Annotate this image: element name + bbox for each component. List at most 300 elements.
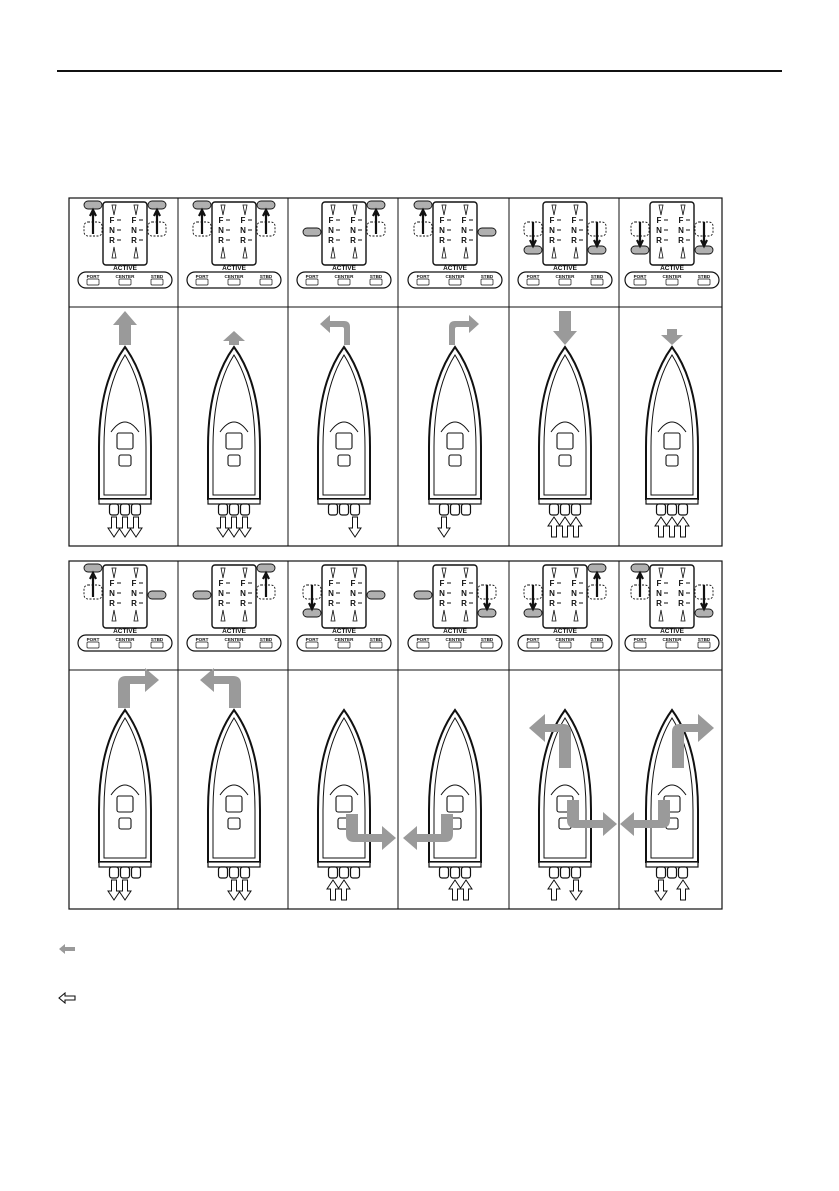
stbd-lever	[148, 201, 166, 236]
motor	[561, 504, 570, 515]
button-lamp	[228, 642, 240, 648]
button-lamp	[306, 642, 318, 648]
stbd-lever	[588, 222, 606, 254]
stbd-button-label: STBD	[697, 274, 711, 279]
legend-movement-arrow-icon	[56, 942, 78, 956]
boat-hull	[318, 347, 370, 504]
thrust-arrow-icon	[228, 517, 240, 537]
stbd-lever	[257, 201, 275, 236]
center-button-label: CENTER	[445, 637, 465, 642]
thrust-arrow-icon	[130, 517, 142, 537]
stbd-button-label: STBD	[369, 637, 383, 642]
motor	[132, 504, 141, 515]
thrust-arrow-icon	[438, 517, 450, 537]
port-button-label: PORT	[416, 274, 430, 279]
label-reverse: R	[131, 236, 137, 245]
button-lamp	[370, 279, 382, 285]
motor	[230, 504, 239, 515]
label-forward: F	[328, 216, 334, 225]
label-forward: F	[571, 579, 577, 588]
outboard-motors	[440, 867, 473, 900]
button-lamp	[481, 642, 493, 648]
center-button-label: CENTER	[662, 637, 682, 642]
label-reverse: R	[350, 599, 356, 608]
stbd-lever	[695, 585, 713, 617]
port-button-label: PORT	[526, 637, 540, 642]
label-reverse: R	[439, 599, 445, 608]
motor	[462, 867, 471, 878]
label-reverse: R	[218, 599, 224, 608]
thrust-arrow-icon	[666, 517, 678, 537]
port-lever	[524, 585, 542, 617]
label-reverse: R	[240, 236, 246, 245]
control-head	[518, 564, 612, 651]
button-lamp	[87, 642, 99, 648]
control-head	[297, 201, 391, 288]
label-forward: F	[109, 579, 115, 588]
stbd-button	[260, 274, 273, 285]
movement-arrow-shape	[449, 315, 479, 345]
label-forward: F	[549, 216, 555, 225]
label-forward: F	[131, 579, 137, 588]
stbd-button-label: STBD	[590, 274, 604, 279]
label-neutral: N	[571, 589, 577, 598]
boat-hull	[539, 347, 591, 504]
center-button-label: CENTER	[115, 274, 135, 279]
label-forward: F	[461, 579, 467, 588]
lever-handle	[478, 228, 496, 236]
port-lever	[84, 564, 102, 599]
label-active: ACTIVE	[222, 265, 246, 272]
maneuver-panel-11	[518, 564, 617, 900]
maneuver-panel-9	[297, 565, 396, 900]
label-active: ACTIVE	[553, 628, 577, 635]
motor	[351, 504, 360, 515]
motor	[657, 504, 666, 515]
motor	[440, 504, 449, 515]
center-button-label: CENTER	[224, 637, 244, 642]
port-button-label: PORT	[526, 274, 540, 279]
label-forward: F	[350, 579, 356, 588]
outboard-motors	[655, 504, 689, 537]
port-button	[306, 637, 319, 648]
hull-outline	[429, 347, 481, 499]
stbd-lever	[148, 591, 166, 599]
port-button-label: PORT	[195, 274, 209, 279]
button-lamp	[417, 279, 429, 285]
label-active: ACTIVE	[443, 265, 467, 272]
boat-hull	[99, 710, 151, 867]
button-lamp	[196, 279, 208, 285]
stbd-button	[151, 274, 164, 285]
button-lamp	[196, 642, 208, 648]
movement-arrow-shape	[113, 311, 137, 345]
transom	[208, 862, 260, 867]
button-lamp	[87, 279, 99, 285]
port-button	[417, 637, 430, 648]
stbd-button-label: STBD	[369, 274, 383, 279]
maneuver-panel-3	[297, 201, 391, 537]
lever-arrow-icon	[530, 585, 536, 609]
movement-arrow-icon	[223, 331, 245, 345]
stbd-button	[151, 637, 164, 648]
label-forward: F	[678, 216, 684, 225]
thrust-arrow-icon	[548, 517, 560, 537]
transom	[99, 862, 151, 867]
label-neutral: N	[109, 226, 115, 235]
thrust-arrow-icon	[119, 517, 131, 537]
button-lamp	[634, 279, 646, 285]
label-neutral: N	[240, 226, 246, 235]
movement-arrow-icon	[113, 311, 137, 345]
thrust-arrow-icon	[449, 880, 461, 900]
label-active: ACTIVE	[332, 265, 356, 272]
lever-handle	[148, 591, 166, 599]
thrust-arrow-icon	[570, 517, 582, 537]
movement-arrow-shape	[223, 331, 245, 345]
boat-hull	[429, 710, 481, 867]
thrust-arrow-icon	[677, 880, 689, 900]
button-lamp	[370, 642, 382, 648]
legend-thrust-arrow-icon	[56, 991, 78, 1005]
port-button	[306, 274, 319, 285]
port-lever	[84, 201, 102, 236]
label-forward: F	[218, 579, 224, 588]
label-active: ACTIVE	[113, 265, 137, 272]
outboard-motors	[548, 504, 582, 537]
lever-arrow-icon	[484, 585, 490, 609]
port-button	[634, 637, 647, 648]
button-lamp	[260, 279, 272, 285]
stbd-button	[698, 637, 711, 648]
label-active: ACTIVE	[113, 628, 137, 635]
label-reverse: R	[461, 599, 467, 608]
control-head	[625, 564, 719, 651]
motor	[657, 867, 666, 878]
stbd-button	[591, 637, 604, 648]
outboard-motors	[327, 867, 360, 900]
label-neutral: N	[656, 226, 662, 235]
lever-arrow-icon	[530, 222, 536, 246]
port-lever	[193, 591, 211, 599]
motor	[340, 504, 349, 515]
label-reverse: R	[328, 236, 334, 245]
control-head	[297, 565, 391, 651]
movement-arrow-icon	[661, 329, 683, 345]
button-lamp	[481, 279, 493, 285]
hull-outline	[99, 347, 151, 499]
seat	[559, 455, 571, 466]
stbd-button	[481, 637, 494, 648]
seat	[228, 455, 240, 466]
label-forward: F	[240, 579, 246, 588]
stbd-button-label: STBD	[259, 637, 273, 642]
thrust-arrow-icon	[217, 517, 229, 537]
lever-handle	[367, 591, 385, 599]
label-neutral: N	[328, 589, 334, 598]
lever-handle	[303, 228, 321, 236]
console	[336, 796, 352, 812]
label-forward: F	[328, 579, 334, 588]
thrust-arrow-icon	[460, 880, 472, 900]
lever-arrow-icon	[701, 585, 707, 609]
center-button-label: CENTER	[115, 637, 135, 642]
center-button-label: CENTER	[555, 274, 575, 279]
lever-arrow-icon	[701, 222, 707, 246]
label-neutral: N	[571, 226, 577, 235]
label-forward: F	[678, 579, 684, 588]
boat-hull	[646, 347, 698, 504]
port-button	[196, 274, 209, 285]
port-lever	[303, 585, 321, 617]
center-button-label: CENTER	[334, 274, 354, 279]
hull-outline	[646, 347, 698, 499]
label-neutral: N	[656, 589, 662, 598]
movement-arrow-shape	[661, 329, 683, 345]
thrust-arrow-icon	[228, 880, 240, 900]
port-button	[196, 637, 209, 648]
label-neutral: N	[549, 589, 555, 598]
center-button-label: CENTER	[224, 274, 244, 279]
port-button	[417, 274, 430, 285]
console	[447, 796, 463, 812]
button-lamp	[449, 279, 461, 285]
label-reverse: R	[350, 236, 356, 245]
motor	[572, 867, 581, 878]
port-lever	[303, 228, 321, 236]
button-lamp	[260, 642, 272, 648]
motor	[668, 867, 677, 878]
label-forward: F	[549, 579, 555, 588]
label-reverse: R	[656, 599, 662, 608]
button-lamp	[449, 642, 461, 648]
motor	[219, 504, 228, 515]
thrust-arrow-icon	[338, 880, 350, 900]
thrust-arrow-icon	[108, 880, 120, 900]
outboard-motors	[108, 504, 142, 537]
label-reverse: R	[131, 599, 137, 608]
label-neutral: N	[350, 589, 356, 598]
center-button-label: CENTER	[662, 274, 682, 279]
button-lamp	[559, 279, 571, 285]
label-active: ACTIVE	[443, 628, 467, 635]
diagram-grid-1	[69, 198, 722, 546]
hull-outline	[99, 710, 151, 862]
thrust-arrow-icon	[239, 517, 251, 537]
transom	[318, 499, 370, 504]
transom	[318, 862, 370, 867]
outboard-motors	[438, 504, 471, 537]
control-head	[408, 201, 502, 288]
stbd-button	[591, 274, 604, 285]
stbd-lever	[367, 591, 385, 599]
lever-handle	[193, 591, 211, 599]
thrust-arrow-icon	[655, 517, 667, 537]
boat-hull	[208, 347, 260, 504]
motor	[679, 867, 688, 878]
grid-frame	[69, 198, 722, 546]
button-lamp	[151, 279, 163, 285]
center-button-label: CENTER	[555, 637, 575, 642]
stbd-button-label: STBD	[150, 274, 164, 279]
motor	[329, 504, 338, 515]
diagram-grid-2	[69, 561, 722, 909]
stbd-lever	[695, 222, 713, 254]
motor	[132, 867, 141, 878]
movement-arrow-shape	[200, 668, 241, 708]
stbd-lever	[367, 201, 385, 236]
label-reverse: R	[461, 236, 467, 245]
motor	[351, 867, 360, 878]
motor	[561, 867, 570, 878]
boat-hull	[429, 347, 481, 504]
outboard-motors	[108, 867, 141, 900]
port-button-label: PORT	[195, 637, 209, 642]
stbd-button	[698, 274, 711, 285]
motor	[241, 867, 250, 878]
stbd-button	[260, 637, 273, 648]
button-lamp	[591, 642, 603, 648]
label-forward: F	[439, 579, 445, 588]
button-lamp	[228, 279, 240, 285]
label-active: ACTIVE	[332, 628, 356, 635]
port-button	[527, 274, 540, 285]
port-button	[87, 637, 100, 648]
port-button-label: PORT	[86, 274, 100, 279]
maneuver-panel-12	[620, 564, 719, 900]
seat	[119, 818, 131, 829]
label-forward: F	[240, 216, 246, 225]
motor	[241, 504, 250, 515]
grid-frame	[69, 561, 722, 909]
hull-outline	[539, 347, 591, 499]
port-button-label: PORT	[633, 274, 647, 279]
stbd-lever	[257, 564, 275, 599]
button-lamp	[698, 279, 710, 285]
lever-arrow-icon	[637, 222, 643, 246]
motor	[462, 504, 471, 515]
label-forward: F	[656, 579, 662, 588]
label-reverse: R	[571, 236, 577, 245]
stbd-button	[481, 274, 494, 285]
label-active: ACTIVE	[553, 265, 577, 272]
movement-arrow-icon	[200, 668, 241, 708]
outboard-motors	[655, 867, 689, 900]
label-reverse: R	[678, 599, 684, 608]
movement-arrow-shape	[320, 315, 350, 345]
lever-arrow-icon	[594, 222, 600, 246]
port-lever	[193, 201, 211, 236]
label-neutral: N	[350, 226, 356, 235]
transom	[208, 499, 260, 504]
label-neutral: N	[678, 226, 684, 235]
button-lamp	[666, 279, 678, 285]
button-lamp	[417, 642, 429, 648]
maneuver-panel-10	[403, 565, 502, 900]
movement-arrow-icon	[449, 315, 479, 345]
center-button-label: CENTER	[334, 637, 354, 642]
label-reverse: R	[240, 599, 246, 608]
motor	[572, 504, 581, 515]
label-neutral: N	[549, 226, 555, 235]
port-button-label: PORT	[86, 637, 100, 642]
motor	[340, 867, 349, 878]
maneuver-panel-6	[625, 202, 719, 537]
control-head	[78, 564, 172, 651]
label-reverse: R	[656, 236, 662, 245]
port-lever	[524, 222, 542, 254]
thrust-arrow-icon	[559, 517, 571, 537]
label-active: ACTIVE	[222, 628, 246, 635]
seat	[338, 455, 350, 466]
stbd-button-label: STBD	[697, 637, 711, 642]
stbd-lever	[478, 228, 496, 236]
label-neutral: N	[109, 589, 115, 598]
movement-arrow-shape	[118, 668, 159, 708]
thrust-arrow-icon	[349, 517, 361, 537]
motor	[121, 504, 130, 515]
control-head	[625, 202, 719, 288]
port-button	[527, 637, 540, 648]
label-reverse: R	[109, 236, 115, 245]
motor	[329, 867, 338, 878]
stbd-button-label: STBD	[590, 637, 604, 642]
outboard-motors	[329, 504, 362, 537]
port-lever	[631, 222, 649, 254]
hull-outline	[318, 347, 370, 499]
stbd-button-label: STBD	[480, 274, 494, 279]
console	[447, 433, 463, 449]
stbd-button-label: STBD	[150, 637, 164, 642]
button-lamp	[634, 642, 646, 648]
movement-arrow-icon	[553, 311, 577, 345]
label-forward: F	[350, 216, 356, 225]
seat	[666, 455, 678, 466]
motor	[679, 504, 688, 515]
motor	[668, 504, 677, 515]
lever-arrow-icon	[309, 585, 315, 609]
thrust-arrow-icon	[655, 880, 667, 900]
motor	[219, 867, 228, 878]
motor	[550, 504, 559, 515]
thrust-arrow-icon	[570, 880, 582, 900]
port-lever	[631, 564, 649, 599]
console	[664, 433, 680, 449]
label-neutral: N	[218, 226, 224, 235]
label-neutral: N	[439, 226, 445, 235]
button-lamp	[306, 279, 318, 285]
boat-hull	[208, 710, 260, 867]
maneuver-panel-7	[78, 564, 172, 900]
label-reverse: R	[109, 599, 115, 608]
console	[226, 796, 242, 812]
motor	[121, 867, 130, 878]
port-lever	[414, 591, 432, 599]
label-neutral: N	[131, 589, 137, 598]
stbd-button	[370, 637, 383, 648]
label-forward: F	[656, 216, 662, 225]
control-head	[78, 201, 172, 288]
label-reverse: R	[549, 599, 555, 608]
maneuver-panel-1	[78, 201, 172, 537]
label-active: ACTIVE	[660, 265, 684, 272]
button-lamp	[559, 642, 571, 648]
label-neutral: N	[678, 589, 684, 598]
port-button-label: PORT	[305, 274, 319, 279]
label-reverse: R	[328, 599, 334, 608]
center-button-label: CENTER	[445, 274, 465, 279]
movement-arrow-icon	[118, 668, 159, 708]
